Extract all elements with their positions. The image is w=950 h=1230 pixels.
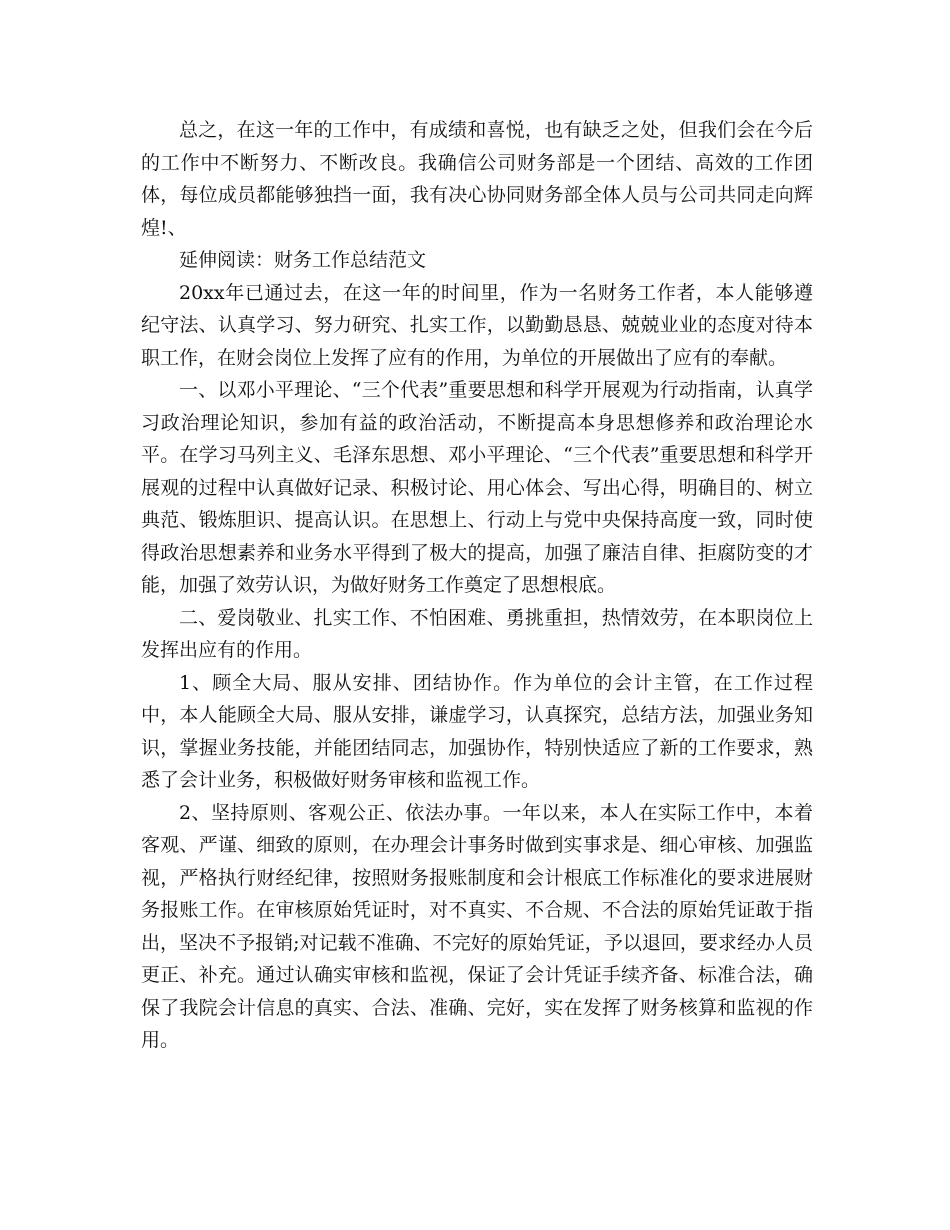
paragraph-summary: 总之，在这一年的工作中，有成绩和喜悦，也有缺乏之处，但我们会在今后的工作中不断努力、不断改良。我确信公司财务部是一个团结、高效的工作团体，每位成员都能够独挡一面，我有决心协同财务部全体人员与公司共同走向辉煌!、 bbox=[141, 119, 813, 239]
paragraph-section-two: 二、爱岗敬业、扎实工作、不怕困难、勇挑重担，热情效劳，在本职岗位上发挥出应有的作用。 bbox=[141, 606, 813, 661]
paragraph-extended-reading-heading: 延伸阅读：财务工作总结范文 bbox=[179, 249, 427, 271]
paragraph-item-two: 2、坚持原则、客观公正、依法办事。一年以来，本人在实际工作中，本着客观、严谨、细致的原则，在办理会计事务时做到实事求是、细心审核、加强监视，严格执行财经纪律，按照财务报账制度和会计根底工作标准化的要求进展财务报账工作。在审核原始凭证时，对不真实、不合规、不合法的原始凭证敢于指出，坚决不予报销;对记载不准确、不完好的原始凭证，予以退回，要求经办人员更正、补充。通过认确实审核和监视，保证了会计凭证手续齐备、标准合法，确保了我院会计信息的真实、合法、准确、完好，实在发挥了财务核算和监视的作用。 bbox=[141, 801, 813, 1051]
paragraph-item-one: 1、顾全大局、服从安排、团结协作。作为单位的会计主管，在工作过程中，本人能顾全大局、服从安排，谦虚学习，认真探究，总结方法，加强业务知识，掌握业务技能，并能团结同志，加强协作，特别快适应了新的工作要求，熟悉了会计业务，积极做好财务审核和监视工作。 bbox=[141, 671, 813, 791]
paragraph-section-one: 一、以邓小平理论、“三个代表”重要思想和科学开展观为行动指南，认真学习政治理论知识，参加有益的政治活动，不断提高本身思想修养和政治理论水平。在学习马列主义、毛泽东思想、邓小平理论、“三个代表”重要思想和科学开展观的过程中认真做好记录、积极讨论、用心体会、写出心得，明确目的、树立典范、锻炼胆识、提高认识。在思想上、行动上与党中央保持高度一致，同时使得政治思想素养和业务水平得到了极大的提高，加强了廉洁自律、拒腐防变的才能，加强了效劳认识，为做好财务工作奠定了思想根底。 bbox=[141, 379, 813, 596]
paragraph-intro: 20xx年已通过去，在这一年的时间里，作为一名财务工作者，本人能够遵纪守法、认真学习、努力研究、扎实工作，以勤勤恳恳、兢兢业业的态度对待本职工作，在财会岗位上发挥了应有的作用，为单位的开展做出了应有的奉献。 bbox=[141, 281, 813, 369]
document-body bbox=[141, 114, 813, 1057]
